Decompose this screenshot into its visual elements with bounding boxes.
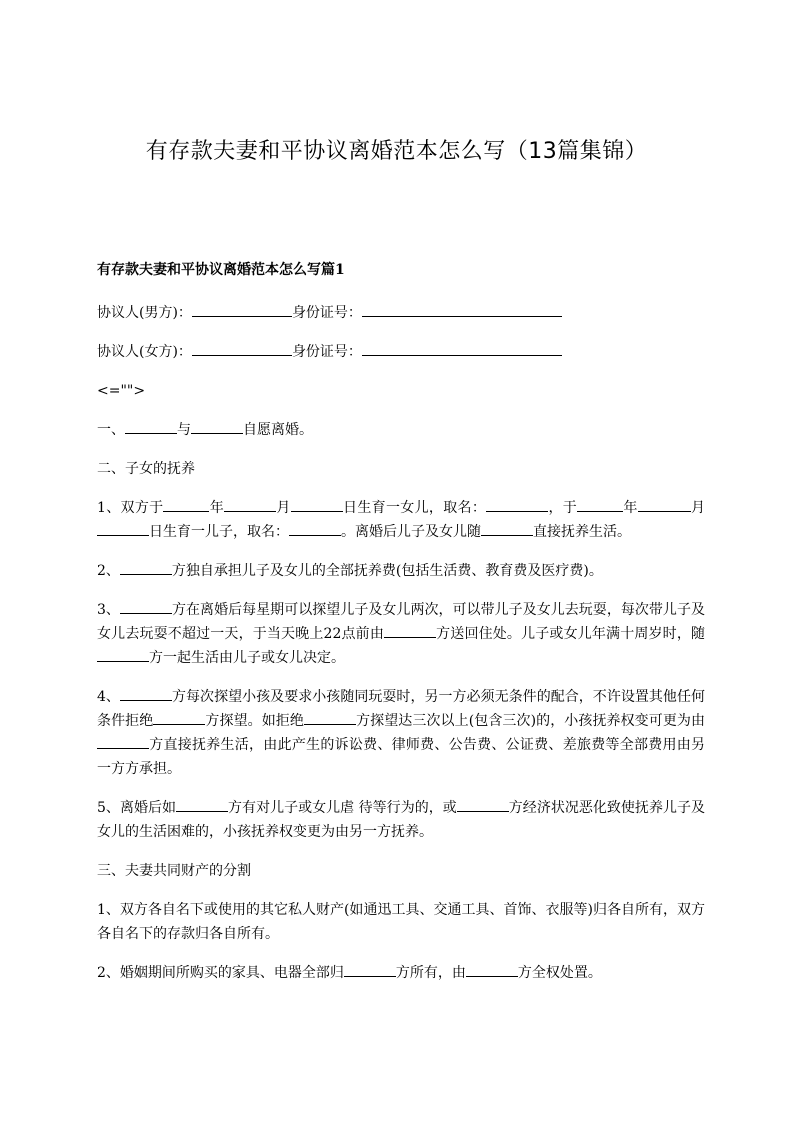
item-2-1-text-c: 月 (276, 500, 291, 516)
item-2-1 (97, 496, 705, 544)
item-2-2-blank[interactable] (120, 559, 172, 575)
item-2-3-text-d: 方一起生活由儿子或女儿决定。 (149, 650, 345, 666)
item-2-5-text-c: 方经济状况恶化致使抚养儿子及女儿的生活困难的，小孩抚养权变更为由另一方抚养。 (97, 800, 705, 840)
item-2-1-year-blank-1[interactable] (163, 496, 209, 512)
party-female-label: 协议人(女方)： (97, 344, 192, 360)
party-male-id-label: 身份证号： (291, 305, 362, 321)
heading-3: 三、夫妻共同财产的分割 (97, 863, 251, 879)
item-2-4-blank-3[interactable] (304, 709, 356, 725)
item-2-5-blank-1[interactable] (176, 796, 228, 812)
item-2-1-text-b: 年 (209, 500, 225, 516)
clause-1-blank-b[interactable] (191, 418, 243, 434)
item-3-2-text-a: 2、婚姻期间所购买的家具、电器全部归 (97, 965, 344, 981)
item-2-4-blank-1[interactable] (120, 685, 172, 701)
item-2-3-text-c: 方送回住处。儿子或女儿年满十周岁时，随 (435, 626, 705, 642)
item-2-3-blank-3[interactable] (97, 646, 149, 662)
item-2-1-text-j: 直接抚养生活。 (533, 524, 631, 540)
item-2-1-month-blank-1[interactable] (224, 496, 276, 512)
item-2-1-month-blank-2[interactable] (638, 496, 691, 512)
item-2-1-daughter-name-blank[interactable] (486, 496, 548, 512)
item-2-5-blank-2[interactable] (457, 796, 509, 812)
item-2-2 (97, 559, 705, 583)
party-female-name-blank[interactable] (192, 340, 292, 356)
clause-1-blank-a[interactable] (125, 418, 177, 434)
section-title-1: 有存款夫妻和平协议离婚范本怎么写篇1 (97, 262, 345, 278)
clause-1-prefix: 一、 (97, 422, 125, 438)
item-2-1-text-f: 年 (623, 500, 638, 516)
item-3-2-blank-1[interactable] (344, 961, 396, 977)
item-2-3-text-a: 3、 (97, 602, 120, 618)
item-2-4-text-e: 方直接抚养生活，由此产生的诉讼费、律师费、公告费、公证费、差旅费等全部费用由另一方方承担。 (97, 737, 705, 777)
document-body (97, 258, 705, 1000)
item-2-1-day-blank-1[interactable] (291, 496, 343, 512)
item-2-4-blank-4[interactable] (97, 733, 149, 749)
party-male-name-blank[interactable] (192, 301, 292, 317)
item-2-1-text-a: 1、双方于 (97, 500, 164, 516)
stray-text: <=""> (97, 383, 146, 399)
item-2-1-text-h: 日生育一儿子，取名： (149, 524, 289, 540)
item-2-3-blank-1[interactable] (120, 598, 172, 614)
item-3-2-blank-2[interactable] (466, 961, 518, 977)
item-2-5-text-a: 5、离婚后如 (97, 800, 177, 816)
item-2-4-blank-2[interactable] (153, 709, 205, 725)
clause-1-mid: 与 (177, 422, 191, 438)
item-2-1-custody-blank[interactable] (481, 520, 533, 536)
party-female-line (97, 340, 705, 364)
item-2-2-text-b: 方独自承担儿子及女儿的全部抚养费(包括生活费、教育费及医疗费)。 (171, 563, 603, 579)
item-2-4-text-d: 方探望达三次以上(包含三次)的，小孩抚养权变可更为由 (355, 713, 706, 729)
item-2-4-text-c: 方探望。如拒绝 (205, 713, 304, 729)
item-2-1-year-blank-2[interactable] (577, 496, 623, 512)
item-2-5-text-b: 方有对儿子或女儿虐 待等行为的，或 (228, 800, 457, 816)
item-2-4-text-b: 方每次探望小孩及要求小孩随同玩耍时，另一方必须无条件的配合，不许设置其他任何条件拒绝 (97, 689, 705, 729)
item-2-4-text-a: 4、 (97, 689, 120, 705)
clause-1 (97, 418, 705, 442)
item-2-3 (97, 598, 705, 670)
item-2-2-text-a: 2、 (97, 563, 120, 579)
party-male-line (97, 301, 705, 325)
clause-1-suffix: 自愿离婚。 (243, 422, 313, 438)
party-male-label: 协议人(男方)： (97, 305, 192, 321)
item-2-1-day-blank-2[interactable] (97, 520, 149, 536)
item-2-1-text-e: ，于 (548, 500, 578, 516)
item-2-1-son-name-blank[interactable] (289, 520, 341, 536)
item-2-1-text-i: 。离婚后儿子及女儿随 (341, 524, 481, 540)
item-3-2 (97, 961, 705, 985)
item-2-5 (97, 796, 705, 844)
heading-2: 二、子女的抚养 (97, 461, 195, 477)
item-2-1-text-g: 月 (690, 500, 706, 516)
party-male-id-blank[interactable] (362, 301, 562, 317)
party-female-id-blank[interactable] (362, 340, 562, 356)
item-2-4 (97, 685, 705, 781)
document-title: 有存款夫妻和平协议离婚范本怎么写（13篇集锦） (145, 139, 648, 164)
item-3-1: 1、双方各自名下或使用的其它私人财产(如通迅工具、交通工具、首饰、衣服等)归各自所有，双方各自名下的存款归各自所有。 (97, 902, 705, 942)
item-3-2-text-c: 方全权处置。 (517, 965, 602, 981)
item-3-2-text-b: 方所有，由 (395, 965, 466, 981)
item-2-3-blank-2[interactable] (384, 622, 436, 638)
party-female-id-label: 身份证号： (291, 344, 362, 360)
item-2-3-text-b: 方在离婚后每星期可以探望儿子及女儿两次，可以带儿子及女儿去玩耍，每次带儿子及女儿去玩耍不超过一天，于当天晚上22点前由 (97, 602, 705, 642)
item-2-1-text-d: 日生育一女儿，取名： (342, 500, 487, 516)
